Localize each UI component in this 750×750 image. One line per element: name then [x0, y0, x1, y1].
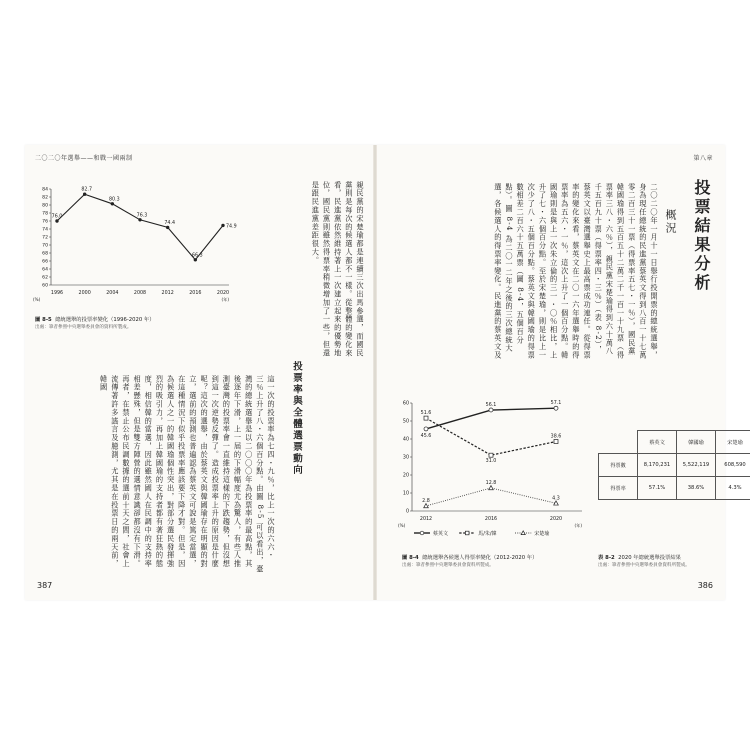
- y-tick-label: 20: [402, 473, 409, 479]
- series-line: [426, 488, 556, 506]
- left-page: [25, 145, 374, 600]
- running-header-left: 二〇二〇年選舉——和戰一國兩制: [35, 155, 133, 162]
- section-heading-overview: 概況: [664, 209, 677, 235]
- data-point: [166, 226, 169, 229]
- legend-marker: [420, 531, 424, 535]
- table-cell: 4.3%: [716, 477, 750, 500]
- y-tick-label: 66: [42, 259, 48, 265]
- x-unit-label: (年): [574, 523, 582, 528]
- series-point: [489, 486, 494, 490]
- data-label: 76.3: [136, 213, 148, 219]
- table-cell: 得票數: [599, 454, 638, 477]
- series-point: [424, 416, 428, 420]
- table-header-cell: 蔡英文: [638, 431, 677, 454]
- x-tick-label: 2000: [78, 291, 91, 296]
- y-unit-label: (%): [33, 297, 41, 302]
- y-tick-label: 40: [402, 437, 409, 443]
- table-cell: 608,590: [716, 454, 750, 477]
- series-point: [554, 406, 558, 410]
- series-point: [554, 440, 558, 444]
- table-cell: 得票率: [599, 477, 638, 500]
- data-point: [194, 258, 197, 261]
- table-cell: 38.6%: [677, 477, 716, 500]
- x-tick-label: 2008: [133, 291, 147, 296]
- data-label: 80.3: [108, 197, 120, 203]
- table-header-row: [599, 431, 750, 454]
- x-tick-label: 2020: [216, 291, 230, 296]
- results-table: [598, 430, 750, 500]
- data-label: 66.3: [191, 253, 203, 259]
- data-point: [138, 218, 141, 221]
- data-label: 12.8: [485, 480, 497, 486]
- x-unit-label: (年): [221, 297, 229, 302]
- series-point: [489, 453, 493, 457]
- legend-marker: [465, 531, 469, 535]
- data-label: 51.6: [420, 411, 432, 417]
- y-tick-label: 60: [402, 401, 409, 407]
- y-tick-label: 80: [42, 203, 48, 209]
- caption-source: 出處：筆者參照中央選舉委員會資料所製成。: [598, 563, 690, 568]
- legend-label: 宋楚瑜: [534, 530, 550, 537]
- y-tick-label: 0: [405, 509, 409, 515]
- y-tick-label: 68: [42, 251, 48, 257]
- y-tick-label: 10: [402, 491, 409, 497]
- book-spread: [25, 145, 746, 600]
- x-tick-label: 2016: [484, 517, 498, 522]
- legend-label: 蔡英文: [433, 530, 449, 537]
- table-header-cell: 宋楚瑜: [716, 431, 750, 454]
- caption-source: 出處：筆者參照中央選舉委員會的資料所製成。: [35, 325, 132, 330]
- series-point: [489, 408, 493, 412]
- table-cell: 5,522,119: [677, 454, 716, 477]
- body-text-turnout: 這一次的投票率為七四・九％，比上一次的六六・三％上升了八・六個百分點。由圖 8-5 可以看出，臺灣的總統選舉是以二〇〇〇年為投票率的最高點，其後逐年下滑，上一屆的下滑幅度尤為驚人，有些人推測臺灣的投票率會一直維持這樣的下跌趨勢，但沒想到這一次逆勢反彈了。造成投票率上升的原因是什麼呢？這次的選舉，由於蔡英文與韓國瑜存在明顯的對立，選前的預測也普遍認為蔡英文可說是篤定當選，在這種情況下似乎投票率應該要下降才對。但是，因為候選人之一的韓國瑜個性突出，對部分選民發揮強烈的吸引力，再加上韓國瑜的支持者都有著狂熱的態度，相信韓的當選，因此雖然國人在民調中的支持率相差懸殊，但是雙方陣營的選情意識卻都沒有下滑。再者，在禁止公布民調數據的選前十天之間，社會上流傳著許多謠言及臆測，尤其是在投票日的兩天前，韓國: [99, 375, 276, 574]
- x-tick-label: 2016: [189, 291, 202, 296]
- data-label: 57.1: [550, 401, 562, 407]
- table-header-cell: [599, 431, 638, 454]
- chapter-title: 投票結果分析: [692, 179, 711, 293]
- data-point: [221, 224, 224, 227]
- table-row: [599, 454, 750, 477]
- y-tick-label: 78: [42, 211, 48, 217]
- data-point: [83, 193, 86, 196]
- running-header-right: 第八章: [693, 155, 713, 162]
- right-page: [376, 145, 746, 600]
- y-tick-label: 64: [42, 267, 48, 273]
- data-label: 56.1: [485, 403, 497, 409]
- caption-label: 圖 8-4: [402, 555, 419, 561]
- body-text-overview: 二〇二〇年一月十一日舉行投開票的總統選舉，身為現任總統的民進黨蔡英文得到八百一十七萬零二百三十一票（得票率五七・一％），國民黨韓國瑜得到五百五十二萬二千一百一十九票（得票率三八・六％），親民黨宋楚瑜得到六十萬八千五百九十票（得票率四・三％）（表 8-2），蔡英文以臺灣選舉史上最高票成功連任。從得票率的變化來看，蔡英文在二〇一六年選舉時的得票率為五六・一％，這次上升了一個百分點。韓國瑜則是與上一次朱立倫的三一・〇％相比，上升了七・六個百分點。至於宋楚瑜，則是比上一次少了八・五個百分點。蔡英文與韓國瑜的得票數相差二百六十五萬票（圖 8-4，五個百分點）。圖 8-4 為二〇一二年之後的三次總統大選，各候選人的得票率變化。民進黨的蔡英文及: [493, 183, 659, 360]
- chart-caption-8-4: [402, 553, 582, 568]
- data-label: 74.9: [226, 224, 237, 230]
- caption-label: 表 8-2: [598, 555, 615, 561]
- data-label: 74.4: [164, 220, 176, 226]
- table-header-cell: 韓國瑜: [677, 431, 716, 454]
- turnout-line-chart: [31, 181, 237, 311]
- page-number-right: 386: [697, 581, 713, 590]
- turnout-line: [57, 194, 223, 260]
- y-tick-label: 50: [402, 419, 409, 425]
- data-label: 76.0: [51, 214, 63, 220]
- series-point: [424, 427, 428, 431]
- y-tick-label: 76: [42, 219, 48, 225]
- x-tick-label: 2020: [549, 517, 563, 522]
- y-unit-label: (%): [398, 523, 406, 528]
- data-label: 2.8: [422, 498, 430, 504]
- y-tick-label: 62: [42, 275, 48, 281]
- x-tick-label: 2012: [161, 291, 174, 296]
- table-row: [599, 477, 750, 500]
- series-point: [424, 504, 429, 508]
- data-label: 4.3: [552, 496, 560, 502]
- chart-caption-8-5: [35, 315, 235, 330]
- y-tick-label: 70: [42, 243, 48, 249]
- body-text-continued: 親民黨的宋楚瑜都是連續三次出馬參選，而國民黨則是每次的候選人都不一樣。從整體的變化來看，民進黨依然維持著上一次建立起來的優勢地位，國民黨則雖然得票率稍微增加了一些，但還是跟民進黨差距很大。: [311, 181, 365, 358]
- table-caption-8-2: [598, 553, 718, 568]
- y-tick-label: 82: [42, 195, 48, 201]
- table-cell: 57.1%: [638, 477, 677, 500]
- caption-source: 出處：筆者參照中央選舉委員會資料所製成。: [402, 563, 494, 568]
- data-label: 38.6: [550, 434, 562, 440]
- y-tick-label: 84: [42, 187, 48, 193]
- y-tick-label: 60: [42, 283, 48, 289]
- y-tick-label: 74: [42, 227, 48, 233]
- caption-label: 圖 8-5: [35, 317, 52, 323]
- data-point: [55, 219, 58, 222]
- data-point: [111, 202, 114, 205]
- x-tick-label: 1996: [50, 291, 64, 296]
- legend-label: 馬/朱/韓: [478, 530, 497, 537]
- candidate-share-line-chart: [396, 397, 590, 552]
- section-heading-turnout: 投票率與全體選票動向: [291, 361, 302, 476]
- caption-title: 總統選舉的投票率變化（1996-2020 年）: [55, 317, 155, 323]
- caption-title: 2020 年總統選舉投票結果: [618, 555, 681, 561]
- data-label: 31.0: [485, 459, 497, 465]
- y-tick-label: 72: [42, 235, 48, 241]
- data-label: 45.6: [420, 433, 432, 439]
- y-tick-label: 30: [402, 455, 409, 461]
- page-number-left: 387: [37, 581, 53, 590]
- caption-title: 總統選舉各候選人得票率變化（2012-2020 年）: [422, 555, 538, 561]
- x-tick-label: 2004: [106, 291, 119, 296]
- x-tick-label: 2012: [419, 517, 433, 522]
- table-cell: 8,170,231: [638, 454, 677, 477]
- data-label: 82.7: [81, 187, 93, 193]
